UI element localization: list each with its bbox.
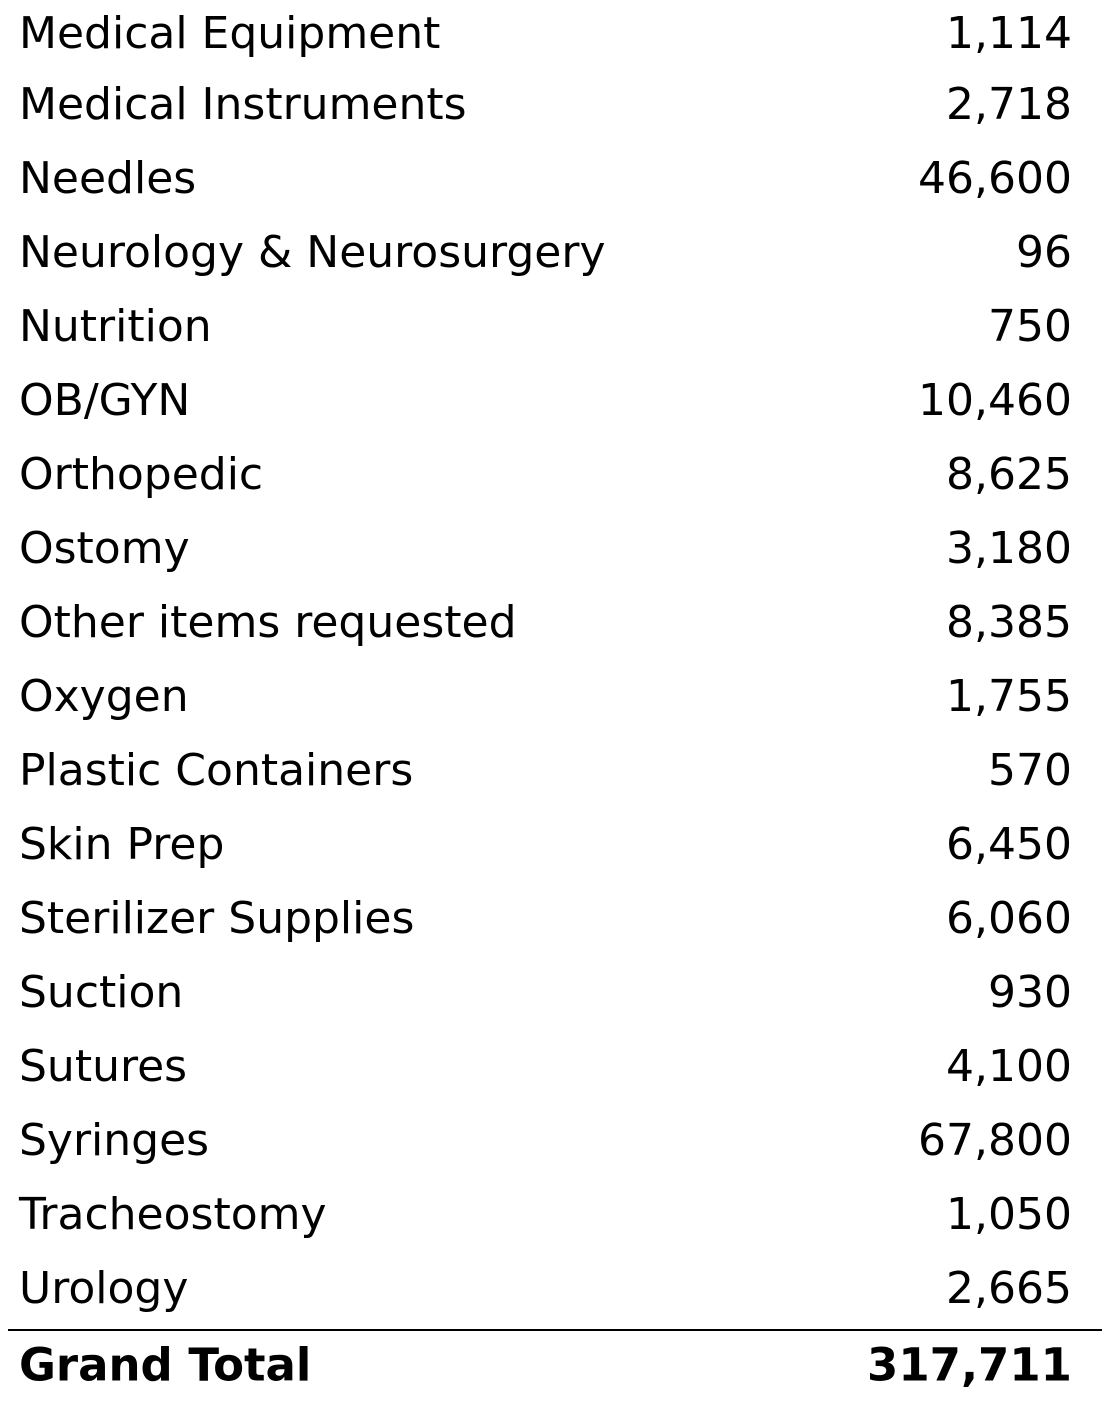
row-label: Needles: [19, 153, 197, 204]
row-label: Urology: [19, 1263, 189, 1314]
row-label: Nutrition: [19, 301, 212, 352]
table-row: [0, 68, 1110, 142]
grand-total-label: Grand Total: [19, 1338, 312, 1392]
grand-total-value: 317,711: [867, 1338, 1072, 1392]
table-row: [0, 808, 1110, 882]
row-value: 3,180: [946, 523, 1072, 574]
row-label: Skin Prep: [19, 819, 225, 870]
table-row: [0, 290, 1110, 364]
table-row: [0, 216, 1110, 290]
row-value: 6,060: [946, 893, 1072, 944]
table-row: [0, 1104, 1110, 1178]
row-value: 570: [988, 745, 1072, 796]
row-label: Medical Equipment: [19, 8, 441, 59]
row-label: Ostomy: [19, 523, 190, 574]
table-row: [0, 956, 1110, 1030]
table-row: [0, 882, 1110, 956]
table-row: [0, 364, 1110, 438]
table-row: [0, 1252, 1110, 1326]
table-row: [0, 1178, 1110, 1252]
row-value: 930: [988, 967, 1072, 1018]
row-label: Suction: [19, 967, 184, 1018]
row-value: 6,450: [946, 819, 1072, 870]
table-row: [0, 734, 1110, 808]
table-row: [0, 0, 1110, 68]
row-value: 1,755: [946, 671, 1072, 722]
row-label: Orthopedic: [19, 449, 264, 500]
table-row: [0, 660, 1110, 734]
table-row: [0, 142, 1110, 216]
row-label: Other items requested: [19, 597, 517, 648]
table-row: [0, 1030, 1110, 1104]
row-value: 1,114: [946, 8, 1072, 59]
row-value: 4,100: [946, 1041, 1072, 1092]
grand-total-row: [0, 1331, 1110, 1399]
row-label: Tracheostomy: [19, 1189, 327, 1240]
row-value: 8,625: [946, 449, 1072, 500]
row-label: Syringes: [19, 1115, 210, 1166]
row-value: 96: [1016, 227, 1072, 278]
row-label: OB/GYN: [19, 375, 191, 426]
row-value: 2,665: [946, 1263, 1072, 1314]
row-label: Plastic Containers: [19, 745, 414, 796]
row-value: 1,050: [946, 1189, 1072, 1240]
table-row: [0, 586, 1110, 660]
row-label: Sterilizer Supplies: [19, 893, 415, 944]
row-value: 10,460: [918, 375, 1072, 426]
row-value: 2,718: [946, 79, 1072, 130]
row-value: 67,800: [918, 1115, 1072, 1166]
row-label: Neurology & Neurosurgery: [19, 227, 606, 278]
table-row: [0, 438, 1110, 512]
row-label: Oxygen: [19, 671, 189, 722]
row-value: 8,385: [946, 597, 1072, 648]
row-label: Medical Instruments: [19, 79, 467, 130]
table-row: [0, 512, 1110, 586]
row-value: 46,600: [918, 153, 1072, 204]
row-value: 750: [988, 301, 1072, 352]
row-label: Sutures: [19, 1041, 188, 1092]
